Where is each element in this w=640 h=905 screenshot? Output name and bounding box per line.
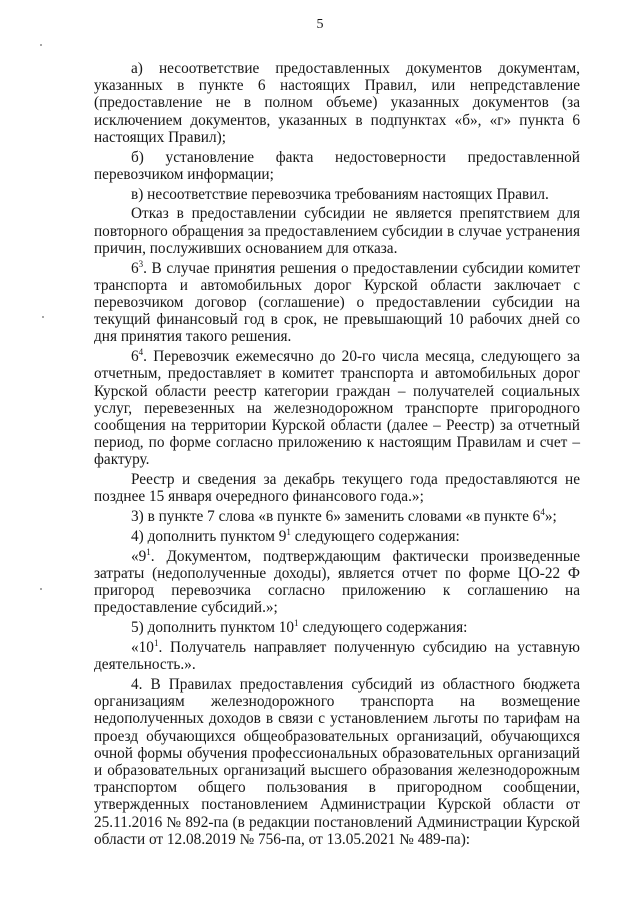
paragraph-text: Отказ в предоставлении субсидии не является препятствием для повторного обращения за предоставлением субсидии в случае устранения причин, послуживших основанием для отказа. xyxy=(94,205,580,257)
paragraph-text: 3) в пункте 7 слова «в пункте 6» заменить словами «в пункте 6 xyxy=(131,508,541,526)
paragraph-p8 xyxy=(94,508,580,525)
superscript-index: 1 xyxy=(286,526,291,537)
paragraph-text: . В случае принятия решения о предоставлении субсидии комитет транспорта и автомобильных дорог Курской области заключает с перевозчиком договор (соглашение) о предоставлении субсидии на текущий финансовый год в срок, не превышающий 10 рабочих дней со дня принятия такого решения. xyxy=(94,259,580,346)
superscript-index: 4 xyxy=(540,507,545,518)
paragraph-p2 xyxy=(94,149,580,183)
paragraph-p13 xyxy=(94,676,580,848)
superscript-index: 1 xyxy=(294,618,299,629)
paragraph-p4 xyxy=(94,205,580,257)
paragraph-text: »; xyxy=(544,508,557,526)
paragraph-text: 6 xyxy=(131,259,139,277)
paragraph-text: 6 xyxy=(131,348,139,366)
paragraph-text: а) несоответствие предоставленных документов документам, указанных в пункте 6 настоящих Правил, или непредставление (предоставление не в полном объеме) указанных документов (за исключением документов, указанных в подпунктах «б», «г» пункта 6 настоящих Правил); xyxy=(94,60,580,146)
document-body xyxy=(94,60,580,851)
paragraph-p5 xyxy=(94,260,580,346)
page-number: 5 xyxy=(316,17,324,32)
paragraph-text: «9 xyxy=(131,547,147,565)
superscript-index: 1 xyxy=(146,546,151,557)
paragraph-p10 xyxy=(94,548,580,617)
paragraph-text: Реестр и сведения за декабрь текущего года предоставляются не позднее 15 января очередного финансового года.»; xyxy=(94,471,580,506)
paragraph-text: 4) дополнить пунктом 9 xyxy=(131,528,287,546)
paragraph-text: . Документом, подтверждающим фактически произведенные затраты (недополученные доходы), является отчет по форме ЦО-22 Ф пригород перевозчика согласно приложению к соглашению на предоставление субсидий.»; xyxy=(94,547,580,617)
paragraph-p6 xyxy=(94,348,580,468)
paragraph-text: . Перевозчик ежемесячно до 20-го числа месяца, следующего за отчетным, предоставляет в комитет транспорта и автомобильных дорог Курской области реестр категории граждан – получателей социальных услуг, перевезенных на железнодорожном транспорте пригородного сообщения на территории Курской области (далее – Реестр) за отчетный период, по форме согласно приложению к настоящим Правилам и счет – фактуру. xyxy=(94,348,580,469)
scan-speck xyxy=(42,316,44,318)
paragraph-text: . Получатель направляет полученную субсидию на уставную деятельность.». xyxy=(94,639,580,674)
paragraph-text: «10 xyxy=(131,639,154,657)
paragraph-text: б) установление факта недостоверности предоставленной перевозчиком информации; xyxy=(94,148,580,183)
superscript-index: 1 xyxy=(153,637,159,648)
paragraph-text: следующего содержания: xyxy=(298,619,468,637)
paragraph-text: 4. В Правилах предоставления субсидий из областного бюджета организациям железнодорожного транспорта на возмещение недополученных доходов в связи с установлением льготы по тарифам на проезд обучающихся общеобразовательных организаций, обучающихся очной формы обучения профессиональных образовательных организаций и образовательных организаций высшего образования железнодорожным транспортом общего пользования в пригородном сообщении, утвержденных постановлением Администрации Курской области от 25.11.2016 № 892-па (в редакции постановлений Администрации Курской области от 12.08.2019 № 756-па, от 13.05.2021 № 489-па): xyxy=(94,676,580,848)
paragraph-p9 xyxy=(94,528,580,545)
scan-speck xyxy=(40,588,42,590)
paragraph-text: следующего содержания: xyxy=(290,528,460,546)
paragraph-p3 xyxy=(94,186,580,203)
superscript-index: 4 xyxy=(138,347,144,358)
paragraph-text: в) несоответствие перевозчика требованиям настоящих Правил. xyxy=(131,185,549,203)
scan-speck xyxy=(40,44,42,46)
paragraph-p12 xyxy=(94,639,580,673)
paragraph-p1 xyxy=(94,60,580,146)
superscript-index: 3 xyxy=(138,258,144,269)
paragraph-p11 xyxy=(94,619,580,636)
paragraph-p7 xyxy=(94,471,580,505)
paragraph-text: 5) дополнить пунктом 10 xyxy=(131,619,295,637)
